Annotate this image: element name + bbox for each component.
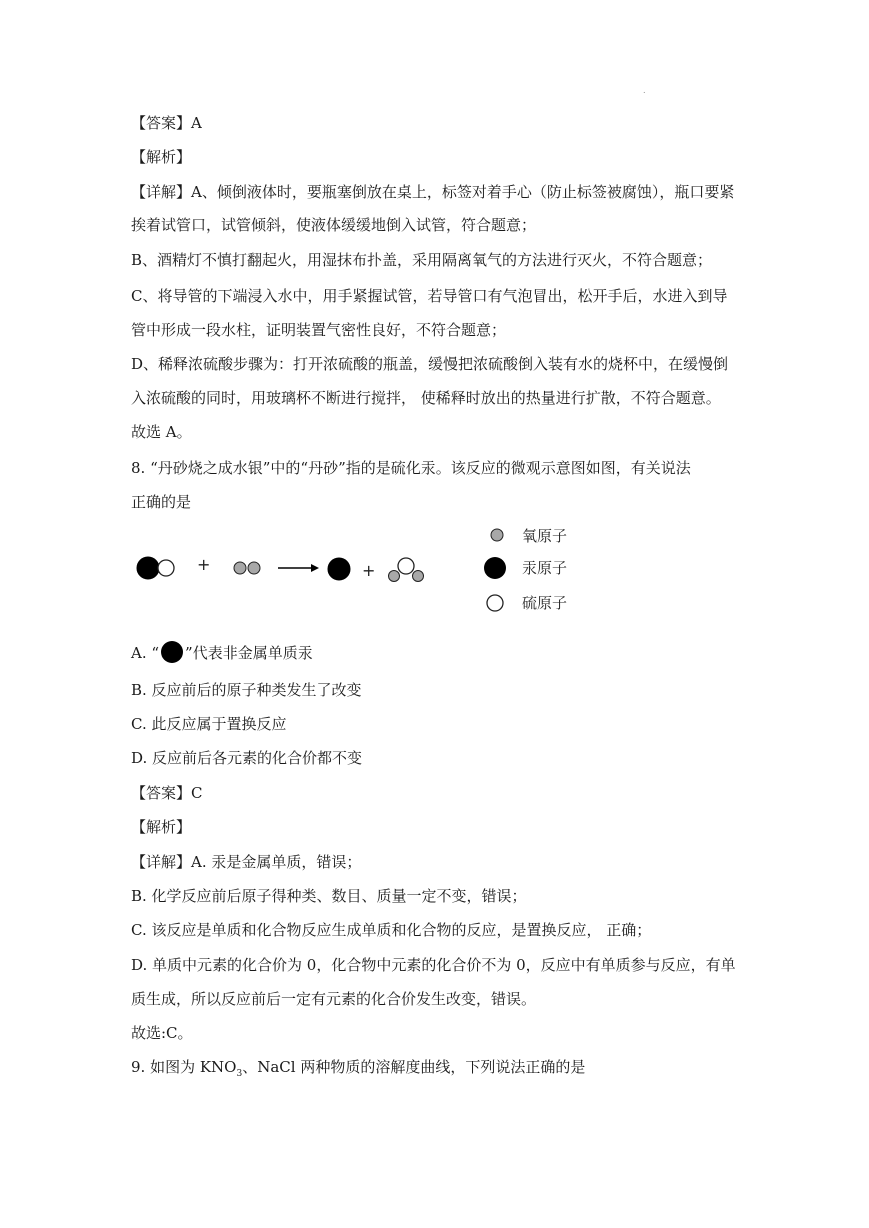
mercury-atom — [328, 558, 350, 580]
option-a-prefix: A. “ — [131, 644, 160, 662]
mercury-atom — [137, 557, 159, 579]
legend-oxygen-icon — [491, 529, 503, 541]
sulfur-atom — [398, 558, 414, 574]
q9-subscript: 3 — [236, 1069, 243, 1079]
plus-sign: + — [362, 561, 376, 580]
legend-sulfur-icon — [487, 595, 503, 611]
legend-mercury-label: 汞原子 — [522, 559, 568, 577]
option-a-text: ”代表非金属单质汞 — [185, 644, 313, 662]
detail-text: D. 单质中元素的化合价为 0，化合物中元素的化合价不为 0，反应中有单质参与反应，有单 — [131, 956, 736, 974]
detail-text: 质生成，所以反应前后一定有元素的化合价发生改变，错误。 — [131, 990, 537, 1008]
q9-prefix: 9. 如图为 KNO — [131, 1058, 237, 1076]
oxygen-atom — [234, 562, 246, 574]
q9-suffix: 、NaCl 两种物质的溶解度曲线，下列说法正确的是 — [242, 1058, 586, 1076]
detail-text: D、稀释浓硫酸步骤为：打开浓硫酸的瓶盖，缓慢把浓硫酸倒入装有水的烧杯中，在缓慢倒 — [131, 355, 729, 373]
detail-text: C. 该反应是单质和化合物反应生成单质和化合物的反应，是置换反应， 正确； — [131, 921, 652, 939]
answer-label: 【答案】C — [131, 784, 203, 802]
detail-text: 管中形成一段水柱，证明装置气密性良好，不符合题意； — [131, 321, 507, 339]
analysis-label: 【解析】 — [131, 148, 192, 166]
detail-text: C、将导管的下端浸入水中，用手紧握试管，若导管口有气泡冒出，松开手后，水进入到导 — [131, 287, 728, 305]
detail-text: 挨着试管口，试管倾斜，使液体缓缓地倒入试管，符合题意； — [131, 216, 537, 234]
option-d: D. 反应前后各元素的化合价都不变 — [131, 749, 363, 767]
mercury-atom-icon — [161, 641, 183, 663]
oxygen-atom — [248, 562, 260, 574]
oxygen-atom — [389, 571, 400, 582]
option-c: C. 此反应属于置换反应 — [131, 715, 287, 733]
oxygen-atom — [413, 571, 424, 582]
page-mark: . — [643, 86, 646, 95]
question-stem — [131, 1057, 585, 1084]
legend-oxygen-label: 氧原子 — [522, 527, 568, 545]
conclusion: 故选:C。 — [131, 1024, 193, 1042]
analysis-label: 【解析】 — [131, 818, 192, 836]
detail-text: B、酒精灯不慎打翻起火，用湿抹布扑盖，采用隔离氧气的方法进行灭火，不符合题意； — [131, 251, 713, 269]
option-b: B. 反应前后的原子种类发生了改变 — [131, 681, 362, 699]
detail-text: B. 化学反应前后原子得种类、数目、质量一定不变，错误； — [131, 887, 527, 905]
detail-text: 入浓硫酸的同时，用玻璃杯不断进行搅拌， 使稀释时放出的热量进行扩散，不符合题意。 — [131, 389, 721, 407]
reaction-arrow — [278, 564, 319, 572]
sulfur-atom — [158, 560, 174, 576]
question-stem: 8. “丹砂烧之成水银”中的“丹砂”指的是硫化汞。该反应的微观示意图如图，有关说法 — [131, 459, 691, 477]
question-stem: 正确的是 — [131, 493, 192, 511]
detail-text: 【详解】A. 汞是金属单质，错误； — [131, 853, 362, 871]
detail-text: 【详解】A、倾倒液体时，要瓶塞倒放在桌上，标签对着手心（防止标签被腐蚀），瓶口要紧 — [131, 183, 735, 201]
option-a — [131, 641, 313, 663]
reaction-diagram — [131, 520, 591, 620]
conclusion: 故选 A。 — [131, 423, 192, 441]
answer-label: 【答案】A — [131, 114, 202, 132]
legend-mercury-icon — [484, 557, 506, 579]
plus-sign: + — [197, 555, 211, 574]
legend-sulfur-label: 硫原子 — [522, 594, 568, 612]
